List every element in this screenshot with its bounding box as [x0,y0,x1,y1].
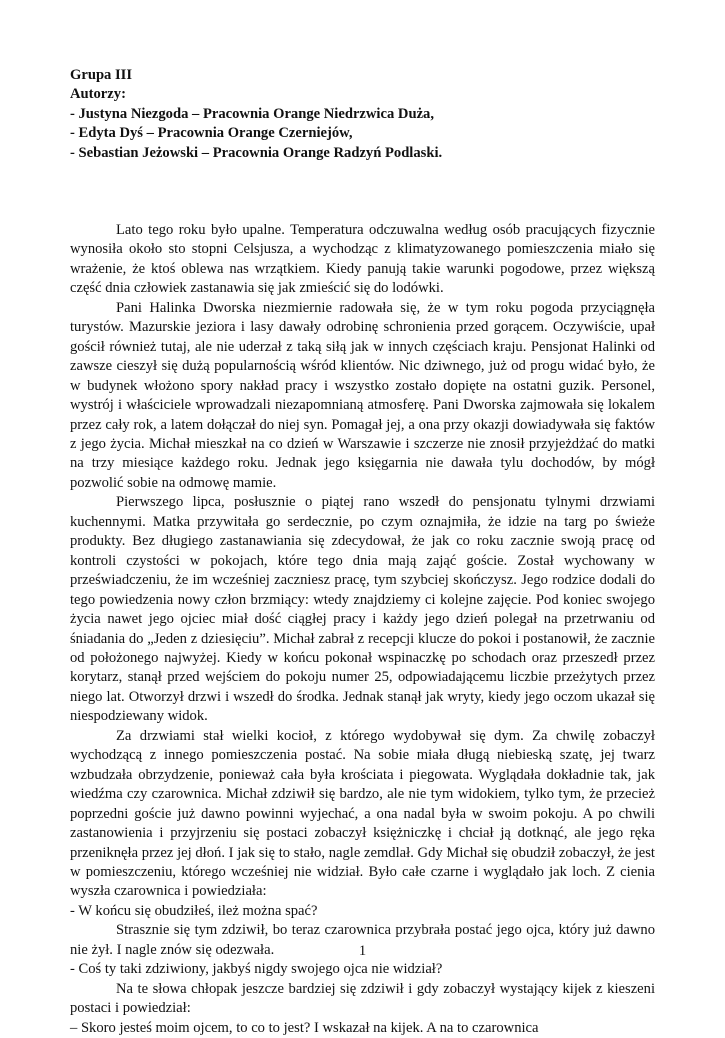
author-line: - Edyta Dyś – Pracownia Orange Czerniejów, [70,125,353,142]
paragraph: Lato tego roku było upalne. Temperatura odczuwalna według osób pracujących fizycznie wynosiła około sto stopni Celsjusza, a wychodząc z klimatyzowanego pomieszczenia miało się wrażenie, że ktoś oblewa nas wrzątkiem. Kiedy panują takie warunki pogodowe, przez większą część dnia człowiek zastanawia się jak zmieścić się do lodówki. [70,222,655,297]
paragraph: Pierwszego lipca, posłusznie o piątej rano wszedł do pensjonatu tylnymi drzwiami kuchennymi. Matka przywitała go serdecznie, po czym oznajmiła, że idzie na targ po świeże produkty. Bez długiego zastanawiania się zdecydował, że jak co roku zacznie swoją pracę od kontroli czystości w pokojach, które tego dnia mają zająć goście. Został wychowany w przeświadczeniu, że im wcześniej zaczniesz pracę, tym szybciej skończysz. Jego rodzice dodali do tego powiedzenia nowy człon brzmiący: wtedy znajdziemy ci kolejne zajęcie. Pod koniec swojego życia nawet jego ojciec miał dość ciągłej pracy i każdy jego dzień polegał na przetrwaniu od śniadania do „Jeden z dziesięciu”. Michał zabrał z recepcji klucze do pokoi i postanowił, że zacznie od położonego najwyżej. Kiedy w końcu pokonał wspinaczkę po schodach oraz przeszedł przez korytarz, stanął przed wejściem do pokoju numer 25, odpowiadającemu liczbie przeżytych przez niego lat. Otworzył drzwi i wszedł do środka. Jednak stanął jak wryty, kiedy jego oczom ukazał się niespodziewany widok. [70,494,655,725]
authors-label: Autorzy: [70,86,126,103]
dialogue-line: - W końcu się obudziłeś, ileż można spać? [70,902,318,919]
paragraph: Pani Halinka Dworska niezmiernie radowała się, że w tym roku pogoda przyciągnęła turystów. Mazurskie jeziora i lasy dawały odrobinę schronienia przed gorącem. Oczywiście, upał gościł również tutaj, ale nie uderzał z taką siłą jak w innych częściach kraju. Pensjonat Halinki od zawsze cieszył się dużą popularnością wśród klientów. Nic dziwnego, już od progu widać było, że w budynek włożono spory nakład pracy i wszystko zostało dopięte na ostatni guzik. Personel, wystrój i właściciele wprowadzali niezapomnianą atmosferę. Pani Dworska zajmowała się lokalem przez cały rok, a latem dołączał do niej syn. Pomagał jej, a ona przy okazji dowiadywała się faktów z jego życia. Michał mieszkał na co dzień w Warszawie i szczerze nie znosił przyjeżdżać do matki na trzy miesiące każdego roku. Jednak jego księgarnia nie dawała tylu dochodów, by mógł pozwolić sobie na odmowę mamie. [70,299,655,491]
author-line: - Justyna Niezgoda – Pracownia Orange Niedrzwica Duża, [70,105,434,122]
group-title: Grupa III [70,67,133,83]
dialogue-line: – Skoro jesteś moim ojcem, to co to jest? I wskazał na kijek. A na to czarownica [70,1019,539,1036]
dialogue-line: - Coś ty taki zdziwiony, jakbyś nigdy swojego ojca nie widział? [70,961,443,978]
author-line: - Sebastian Jeżowski – Pracownia Orange Radzyń Podlaski. [70,144,443,161]
page-number: 1 [358,943,367,959]
author-header [70,66,655,163]
story-body [70,221,655,1038]
paragraph: Za drzwiami stał wielki kocioł, z którego wydobywał się dym. Za chwilę zobaczył wychodzącą z innego pomieszczenia postać. Na sobie miała długą niebieską szatę, jej twarz wzbudzała obrzydzenie, ponieważ cała była krościata i piegowata. Wyglądała dokładnie tak, jak wiedźma czy czarownica. Michał zdziwił się bardzo, ale nie tym widokiem, tylko tym, że przecież poprzedni goście już dawno powinni wyjechać, a ona nadal była w swoim pokoju. A po chwili zastanowienia i przyjrzeniu się postaci zobaczył księżniczkę i chciał ją dotknąć, ale jego ręka przeniknęła przez jej dłoń. I jak się to stało, nagle zemdlał. Gdy Michał się obudził zobaczył, że jest w pomieszczeniu, którego wcześniej nie widział. Było całe czarne i wyglądało jak loch. Z cienia wyszła czarownica i powiedziała: [70,727,655,900]
paragraph: Strasznie się tym zdziwił, bo teraz czarownica przybrała postać jego ojca, który już dawno nie żył. I nagle znów się odezwała. [70,922,655,958]
paragraph: Na te słowa chłopak jeszcze bardziej się zdziwił i gdy zobaczył wystający kijek z kieszeni postaci i powiedział: [70,980,655,1017]
